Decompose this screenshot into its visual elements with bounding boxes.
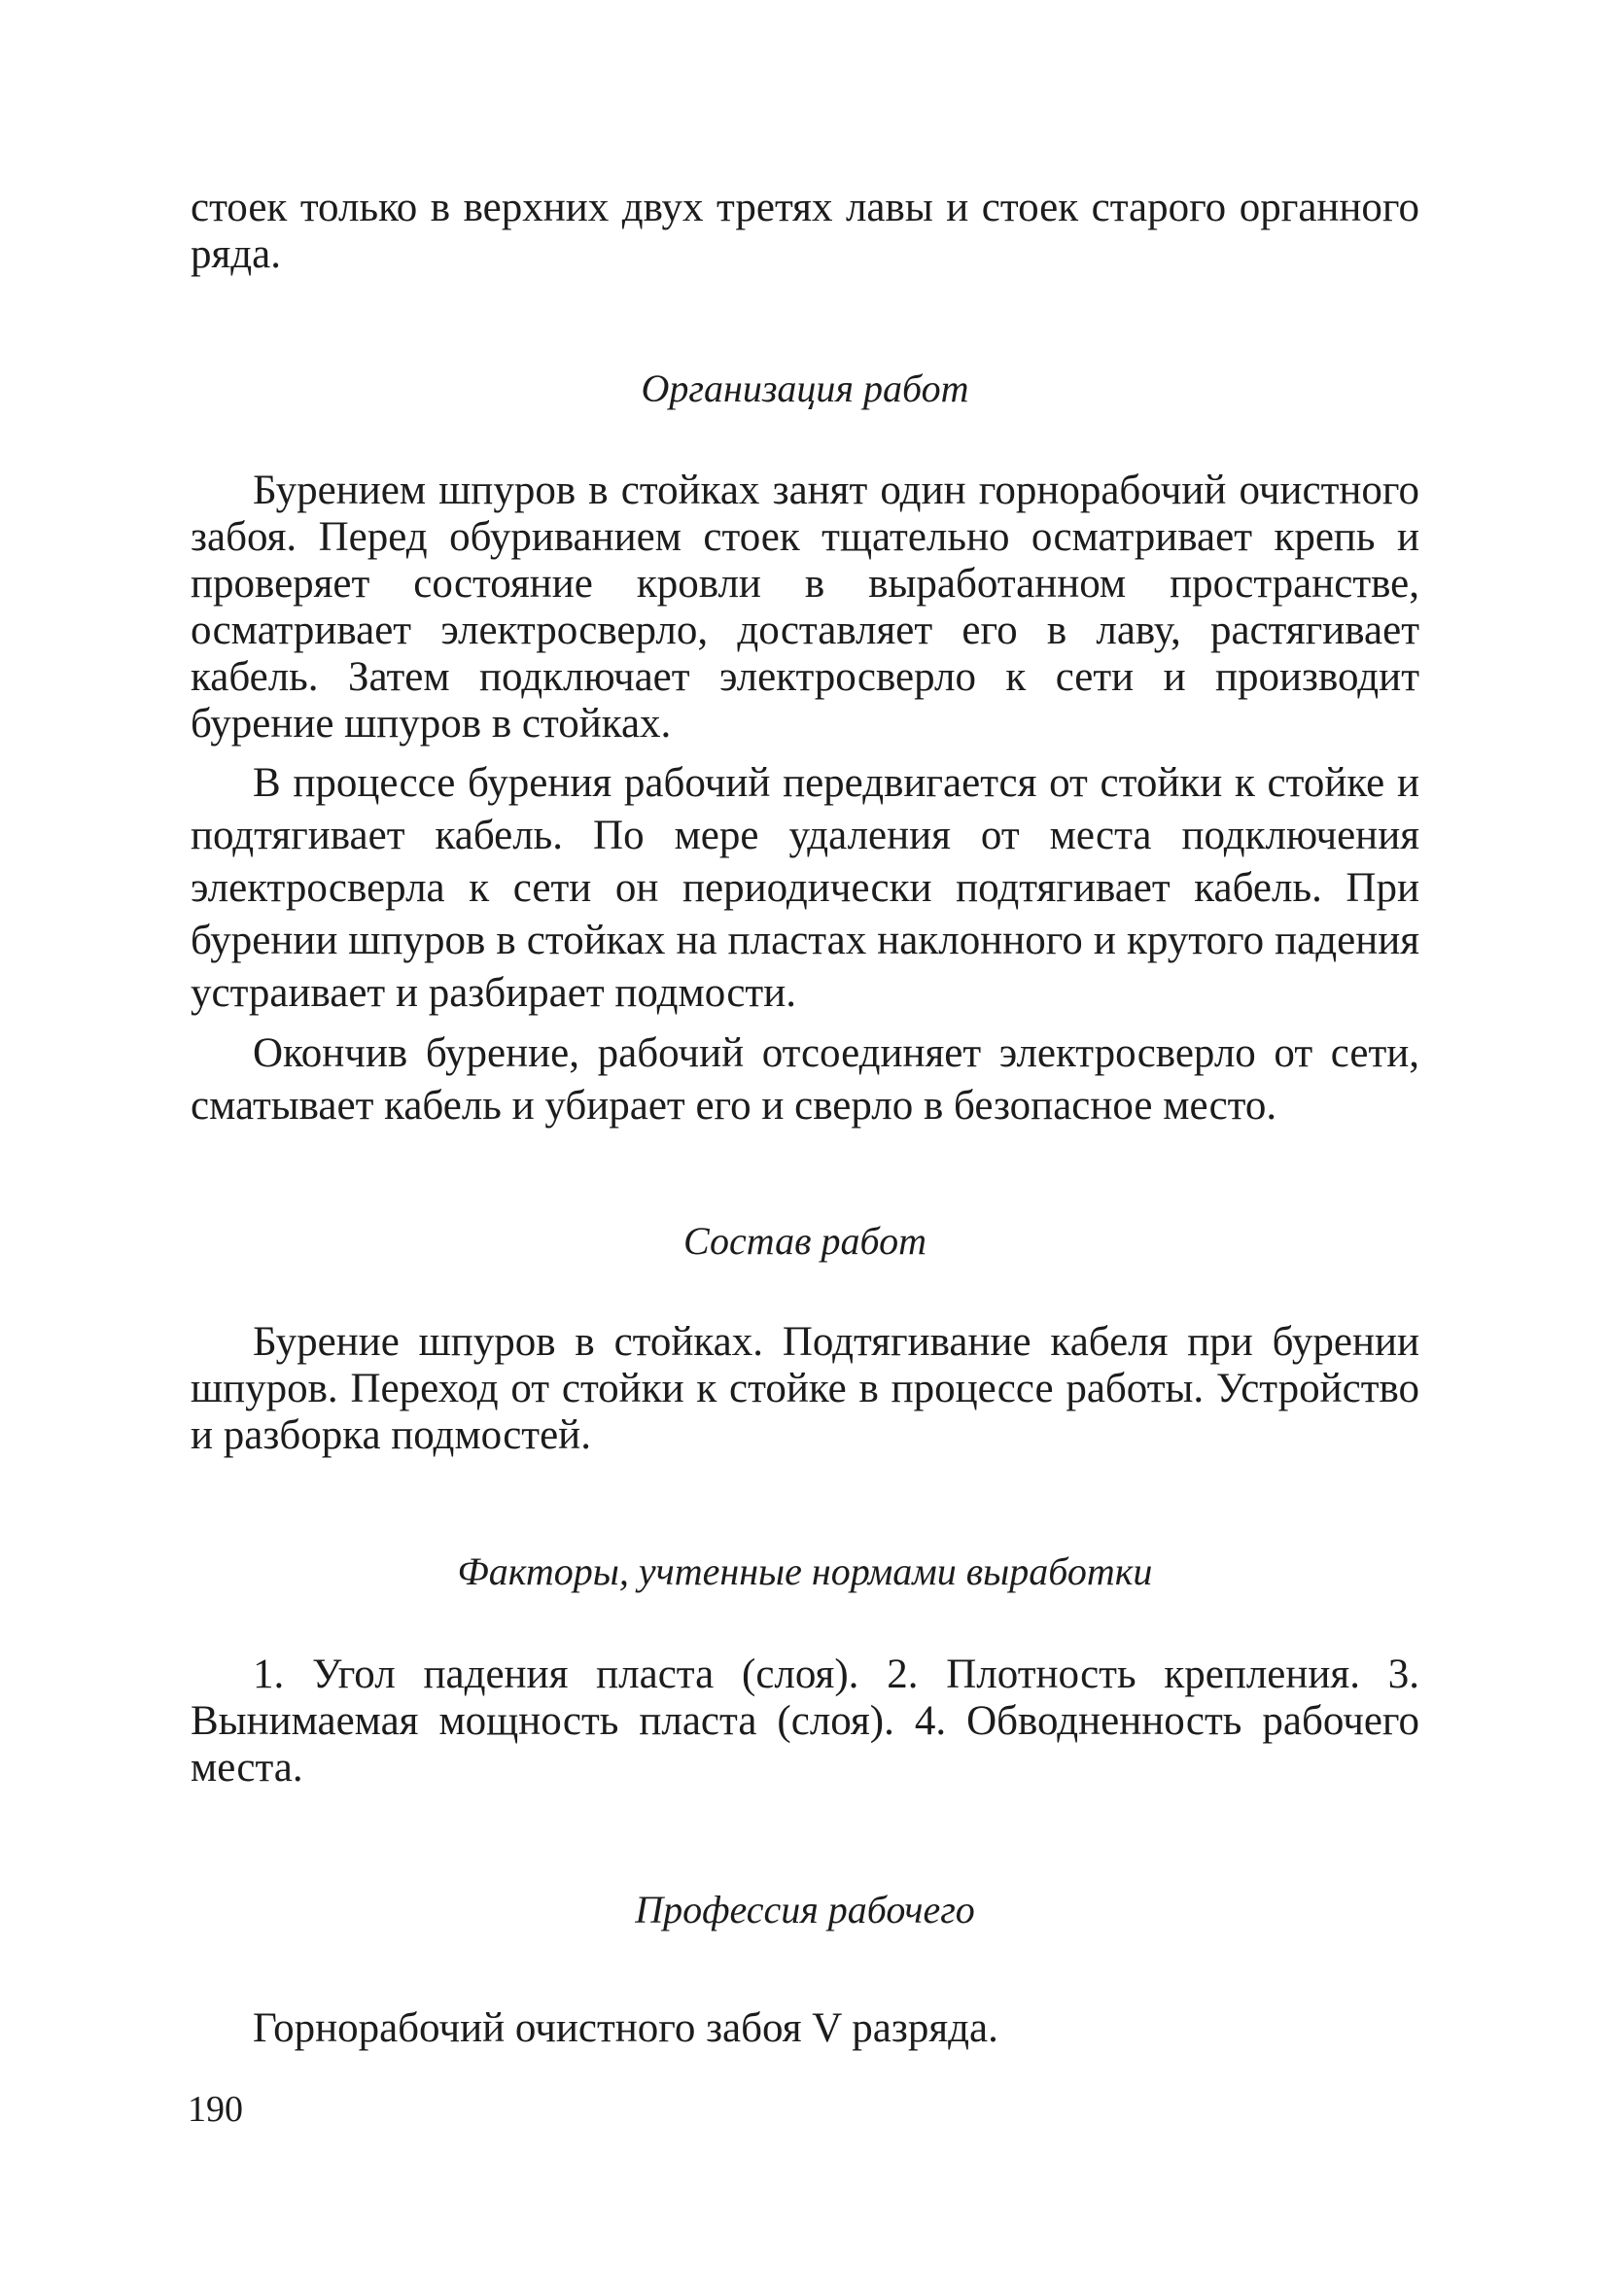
organization-paragraph-2: В процессе бурения рабочий передвигается от стойки к стойке и подтягивает кабель. По мере удаления от места подключения электросверла к сети он периодически подтягивает кабель. При бурении шпуров в стойках на пластах наклонного и крутого падения устраивает и разбирает подмости.	[191, 760, 1419, 1016]
section-title-organization: Организация работ	[641, 366, 969, 410]
composition-paragraph: Бурение шпуров в стойках. Подтягивание кабеля при бурении шпуров. Переход от стойки к стойке в процессе работы. Устройство и разборка подмостей.	[191, 1319, 1419, 1458]
page-content	[191, 185, 1419, 2052]
section-title-composition: Состав работ	[683, 1219, 926, 1263]
profession-paragraph: Горнорабочий очистного забоя V разряда.	[253, 2005, 998, 2051]
section-title-profession: Профессия рабочего	[635, 1888, 975, 1931]
factors-paragraph: 1. Угол падения пласта (слоя). 2. Плотность крепления. 3. Вынимаемая мощность пласта (слоя). 4. Обводненность рабочего места.	[191, 1652, 1419, 1791]
section-title-factors: Факторы, учтенные нормами выработки	[457, 1549, 1153, 1593]
page-number: 190	[188, 2089, 243, 2130]
intro-paragraph: стоек только в верхних двух третях лавы и стоек старого органного ряда.	[191, 185, 1419, 277]
organization-paragraph-1: Бурением шпуров в стойках занят один горнорабочий очистного забоя. Перед обуриванием стоек тщательно осматривает крепь и проверяет состояние кровли в выработанном пространстве, осматривает электросверло, доставляет его в лаву, растягивает кабель. Затем подключает электросверло к сети и производит бурение шпуров в стойках.	[191, 468, 1419, 747]
organization-paragraph-3: Окончив бурение, рабочий отсоединяет электросверло от сети, сматывает кабель и убирает его и сверло в безопасное место.	[191, 1030, 1419, 1129]
